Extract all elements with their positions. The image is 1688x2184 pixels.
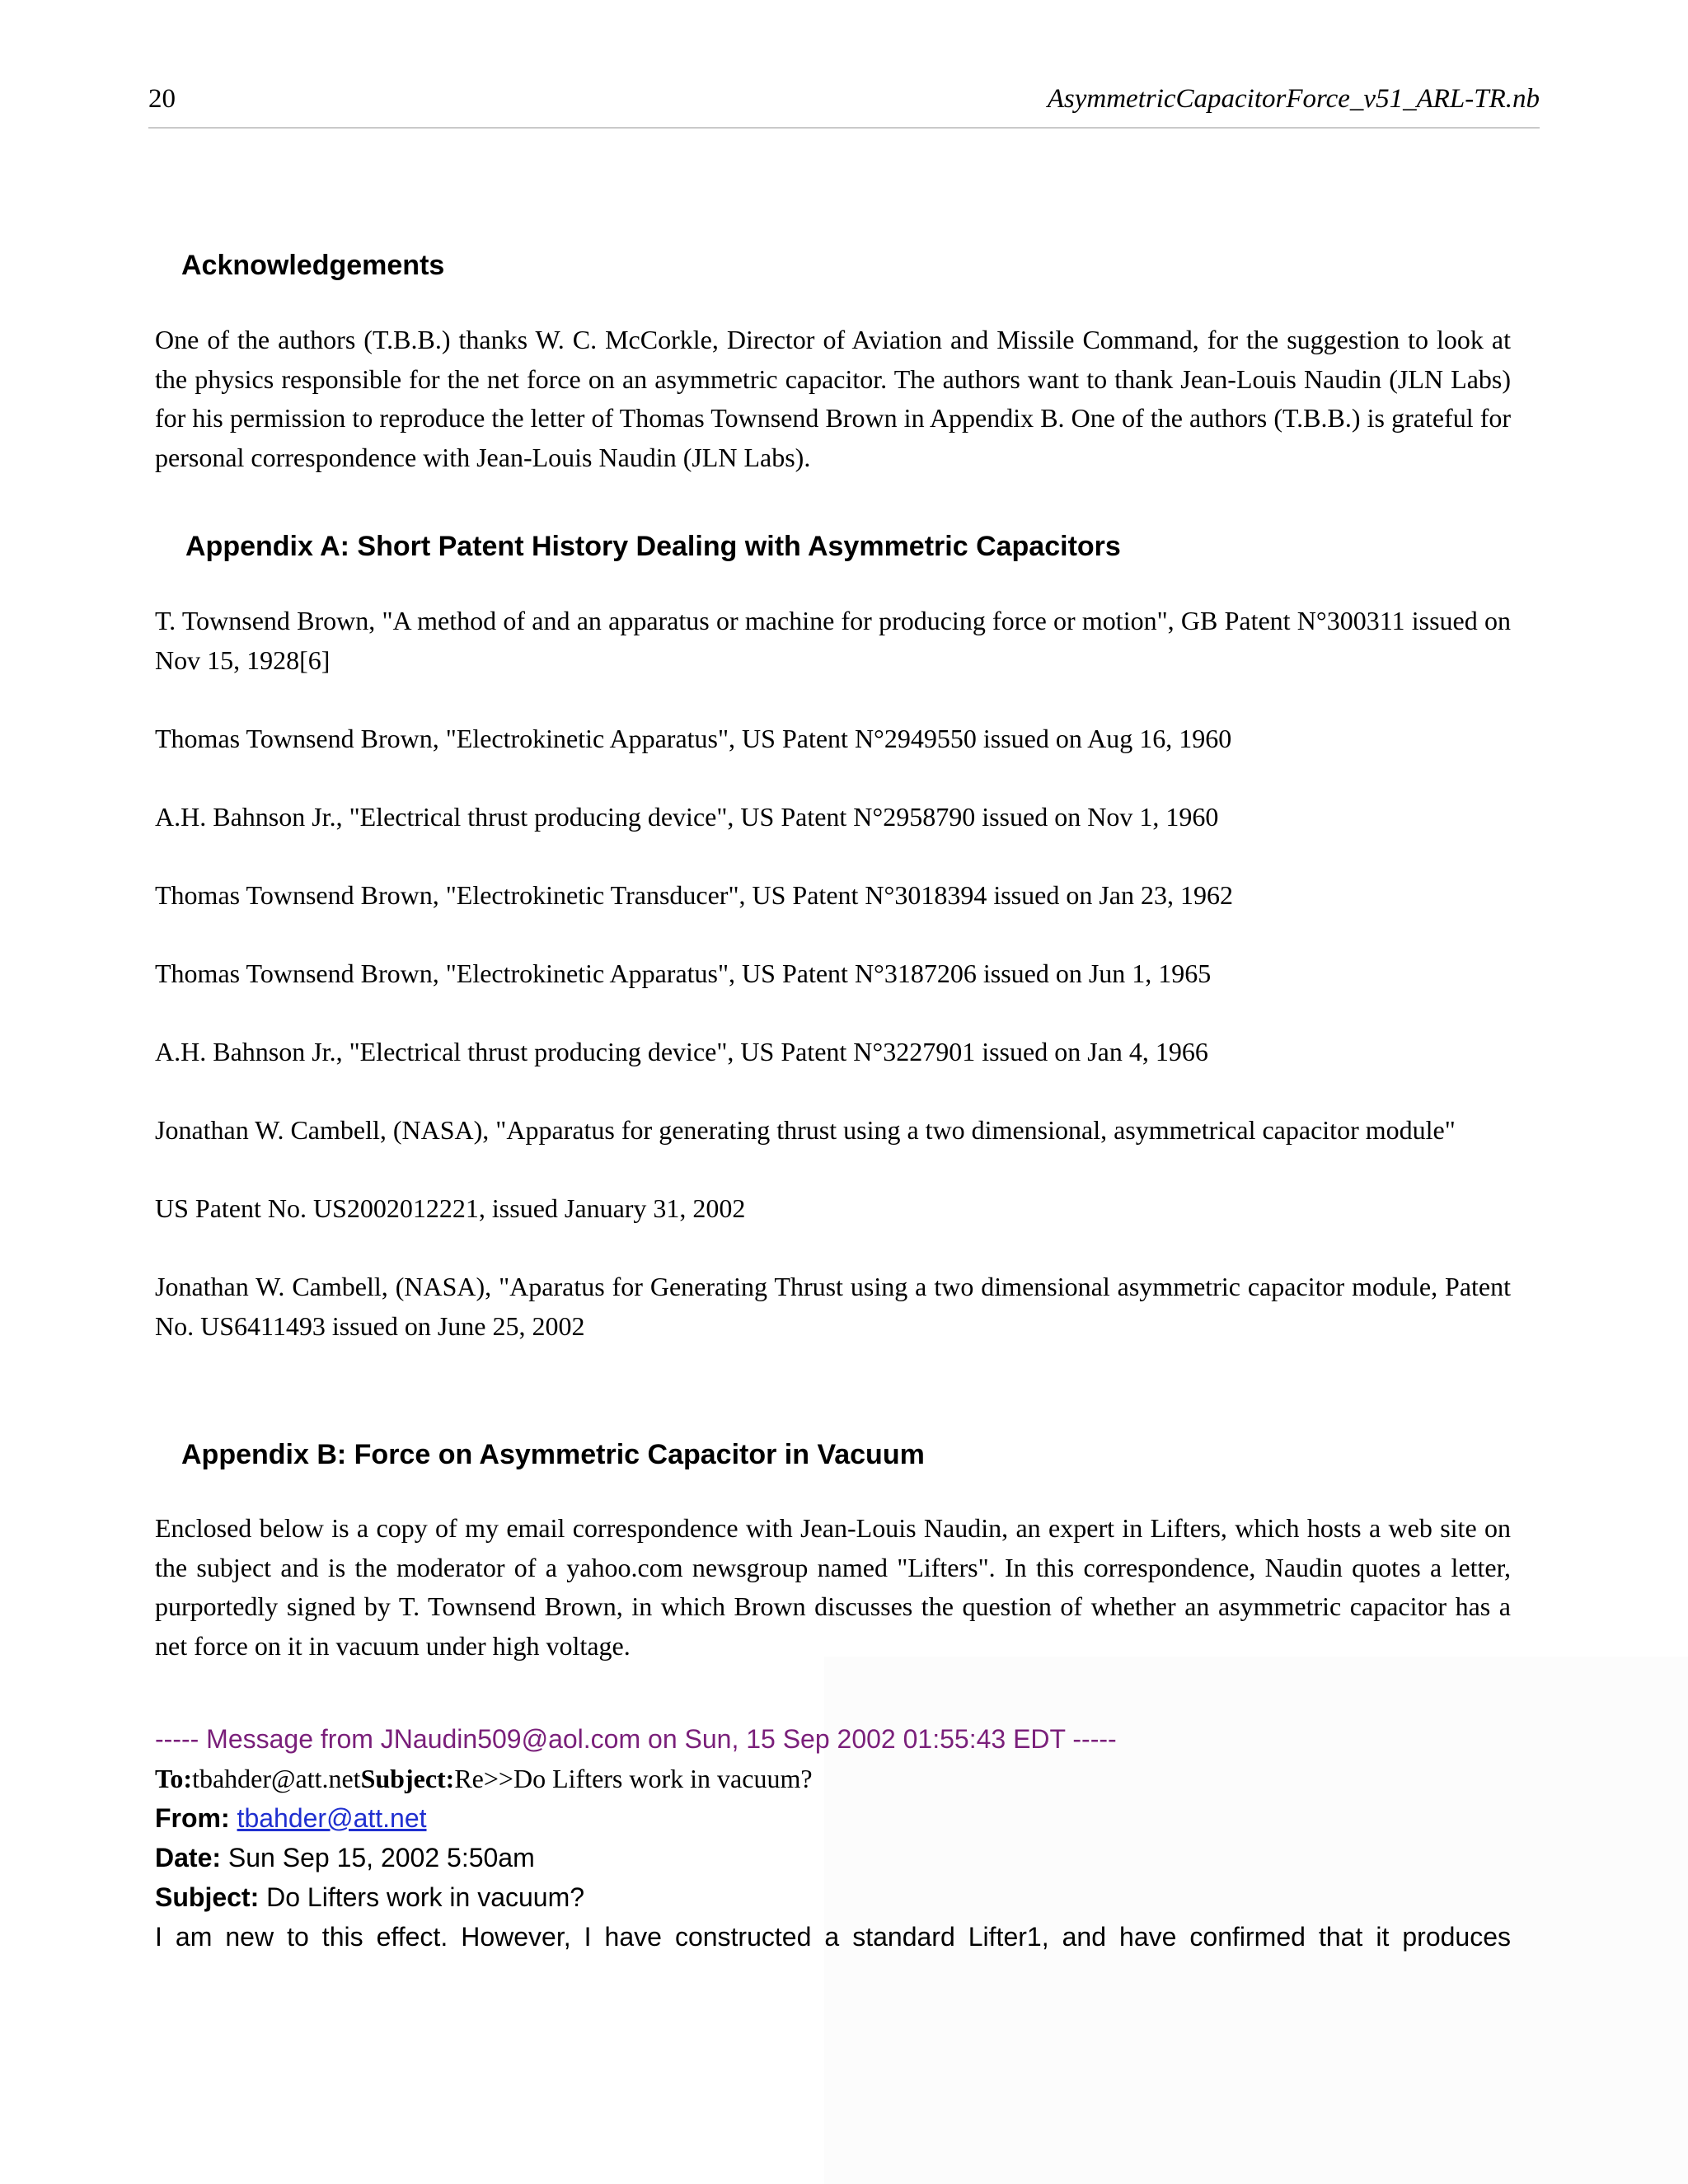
- email-date-label: Date:: [155, 1843, 222, 1872]
- email-date-line: [155, 1839, 535, 1878]
- patent-entry-7-number: US Patent No. US2002012221, issued January 31, 2002: [155, 1193, 746, 1223]
- patent-entry-2: Thomas Townsend Brown, "Electrokinetic Apparatus", US Patent N°2949550 issued on Aug 16, 1960: [155, 724, 1232, 753]
- email-to-subject-line: [155, 1760, 813, 1799]
- email-inline-subject-value: Re>>Do Lifters work in vacuum?: [454, 1764, 813, 1793]
- acknowledgements-paragraph: One of the authors (T.B.B.) thanks W. C. McCorkle, Director of Aviation and Missile Command, for the suggestion to look at the physics responsible for the net force on an asymmetric capacitor. The authors want to thank Jean-Louis Naudin (JLN Labs) for his permission to reproduce the letter of Thomas Townsend Brown in Appendix B. One of the authors (T.B.B.) is grateful for personal correspondence with Jean-Louis Naudin (JLN Labs).: [155, 325, 1511, 472]
- email-date-value: Sun Sep 15, 2002 5:50am: [227, 1843, 535, 1872]
- appendix-a-heading: Appendix A: Short Patent History Dealing with Asymmetric Capacitors: [185, 531, 1121, 562]
- appendix-b-intro: Enclosed below is a copy of my email correspondence with Jean-Louis Naudin, an expert in Lifters, which hosts a web site on the subject and is the moderator of a yahoo.com newsgroup named "Lifters". In this correspondence, Naudin quotes a letter, purportedly signed by T. Townsend Brown, in which Brown discusses the question of whether an asymmetric capacitor has a net force on it in vacuum under high voltage.: [155, 1513, 1511, 1661]
- email-inline-subject-label: Subject:: [360, 1764, 455, 1793]
- patent-entry-3: A.H. Bahnson Jr., "Electrical thrust producing device", US Patent N°2958790 issued on Nov 1, 1960: [155, 802, 1219, 832]
- email-subject-line: [155, 1878, 584, 1918]
- email-to-label: To:: [155, 1764, 193, 1793]
- patent-entry-6: A.H. Bahnson Jr., "Electrical thrust producing device", US Patent N°3227901 issued on Jan 4, 1966: [155, 1037, 1208, 1066]
- page-header: [148, 81, 1540, 129]
- acknowledgements-heading: Acknowledgements: [181, 250, 445, 281]
- patent-entry-5: Thomas Townsend Brown, "Electrokinetic Apparatus", US Patent N°3187206 issued on Jun 1, 1965: [155, 958, 1212, 988]
- email-body-first-line: I am new to this effect. However, I have constructed a standard Lifter1, and have confirmed that it produces: [155, 1922, 1511, 1952]
- patent-entry-4: Thomas Townsend Brown, "Electrokinetic Transducer", US Patent N°3018394 issued on Jan 23, 1962: [155, 880, 1233, 910]
- email-from-link[interactable]: tbahder@att.net: [237, 1803, 427, 1833]
- email-message-separator: ----- Message from JNaudin509@aol.com on Sun, 15 Sep 2002 01:55:43 EDT -----: [155, 1724, 1117, 1754]
- patent-entry-8: Jonathan W. Cambell, (NASA), "Aparatus for Generating Thrust using a two dimensional asymmetric capacitor module, Patent No. US6411493 issued on June 25, 2002: [155, 1272, 1511, 1341]
- running-title: AsymmetricCapacitorForce_v51_ARL-TR.nb: [1047, 84, 1540, 114]
- patent-entry-7: Jonathan W. Cambell, (NASA), "Apparatus for generating thrust using a two dimensional, asymmetrical capacitor module": [155, 1115, 1456, 1145]
- appendix-b-heading: Appendix B: Force on Asymmetric Capacitor in Vacuum: [181, 1439, 925, 1470]
- email-from-label: From:: [155, 1803, 230, 1833]
- patent-entry-1: T. Townsend Brown, "A method of and an apparatus or machine for producing force or motion", GB Patent N°300311 issued on Nov 15, 1928[6]: [155, 606, 1511, 675]
- email-from-line: [155, 1799, 427, 1839]
- email-subject-label: Subject:: [155, 1882, 260, 1912]
- email-subject-value: Do Lifters work in vacuum?: [266, 1882, 585, 1912]
- email-to-value: tbahder@att.net: [192, 1764, 361, 1793]
- page-number: 20: [148, 84, 176, 114]
